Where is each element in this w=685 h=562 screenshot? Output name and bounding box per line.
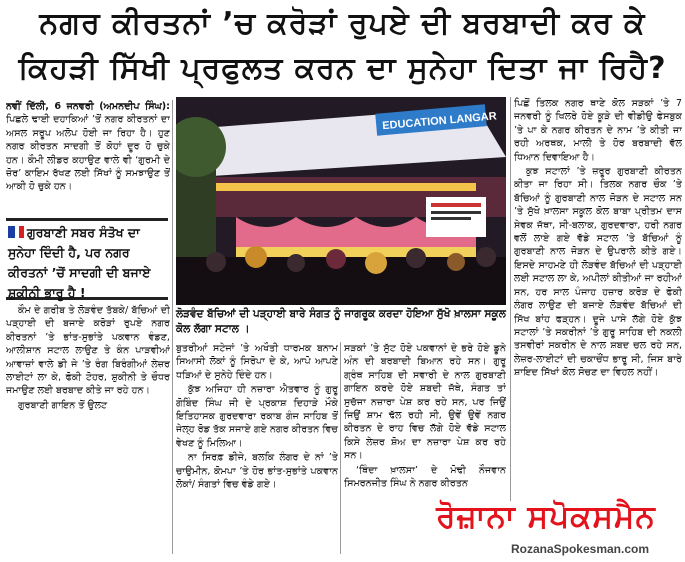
- article-column-1-top: [6, 100, 170, 218]
- newspaper-logo: ਰੋਜ਼ਾਨਾ ਸਪੋਕਸਮੈਨ: [436, 499, 656, 535]
- pull-quote-text: ਗੁਰਬਾਣੀ ਸਬਰ ਸੰਤੋਖ ਦਾ ਸੁਨੇਹਾ ਦਿੰਦੀ ਹੈ, ਪਰ ਨਗਰ ਕੀਰਤਨਾਂ ’ਚੋਂ ਸਾਦਗੀ ਦੀ ਬਜਾਏ ਸ਼ੁਕੀਨੀ ਭਾਰੂ ਹੈ !: [8, 225, 151, 300]
- paragraph: ਬੁਤਰੀਆਂ ਸਟੇਜਾਂ ’ਤੇ ਅਖੌਤੀ ਧਾਰਮਕ ਬਨਾਮ ਸਿਆਸੀ ਲੋਕਾਂ ਨੂੰ ਸਿਰੋਪਾ ਦੇ ਕੇ, ਆਪੋ ਆਪਣੇ ਧੜਿਆਂ ਦੇ ਸੁਨੇਹੇ ਦਿੰਦੇ ਹਨ।: [176, 343, 338, 381]
- article-column-4: [514, 97, 682, 501]
- paragraph: ਕੁਝ ਸਟਾਲਾਂ ’ਤੇ ਜ਼ਰੂਰ ਗੁਰਬਾਣੀ ਕੀਰਤਨ ਕੀਤਾ ਜਾ ਰਿਹਾ ਸੀ। ਤਿਲਕ ਨਗਰ ਚੌਕ ’ਤੇ ਬੱਚਿਆਂ ਨੂੰ ਗੁਰਬਾਣੀ ਨਾਲ ਜੋੜਨ ਦੇ ਸਟਾਲ ਸਨ ’ਤੇ ਸੁੱਖੋ ਖ਼ਾਲਸਾ ਸਕੂਲ ਕੋਲ ਬਾਬਾ ਪ੍ਰੀਤਮ ਦਾਸ ਸੇਵਕ ਜੱਥਾ, ਸੀ-ਬਲਾਕ, ਗੁਰਦਵਾਰਾ, ਹਰੀ ਨਗਰ ਵਲੋਂ ਲਾਏ ਗਏ ਵੱਡੇ ਸਟਾਲ ’ਤੇ ਬੱਚਿਆਂ ਨੂੰ ਗੁਰਬਾਣੀ ਨਾਲ ਜੋੜਨ ਦੇ ਉਪਰਾਲੇ ਕੀਤੇ ਗਏ। ਇਸਦੇ ਸਾਹਮਣੇ ਹੀ ਲੋੜਵੰਦ ਬੱਚਿਆਂ ਦੀ ਪੜ੍ਹਾਈ ਲਈ ਸਟਾਲ ਲਾ ਕੇ, ਅਪੀਲਾਂ ਕੀਤੀਆਂ ਜਾ ਰਹੀਆਂ ਸਨ, ਹਰ ਸਾਲ ਪੰਜਾਹ ਹਜ਼ਾਰ ਕਰੋੜ ਦੇ ਫੋਕੀ ਲੰਗਰ ਲਾਉਣ ਦੀ ਬਜਾਏ ਲੋੜਵੰਦ ਬੱਚਿਆਂ ਦੀ ਸਿੱਖ ਬਾਂਹ ਫੜ੍ਹਨ। ਦੂਜੇ ਪਾਸੇ ਲੱਗੇ ਹੋਏ ਕੁੱਝ ਸਟਾਲਾਂ ’ਤੇ ਸਕਰੀਨਾਂ ’ਤੇ ਗੁਰੂ ਸਾਹਿਬ ਦੀ ਨਕਲੀ ਤਸਵੀਰਾਂ ਸਕਰੀਨ ਦੇ ਨਾਲ ਸ਼ਬਦ ਚਲ ਰਹੇ ਸਨ, ਲੇਜ਼ਰ-ਲਾਈਟਾਂ ਦੀ ਚਕਾਚੌਂਧ ਭਾਰੂ ਸੀ, ਜਿਸ ਬਾਰੇ ਸ਼ਾਇਦ ਸਿੱਖਾਂ ਕੋਲ ਸੋਚਣ ਦਾ ਵਿਹਲ ਨਹੀਂ।: [514, 166, 682, 379]
- quote-marker-icon: [8, 226, 15, 238]
- headline-line-2: ਕਿਹੜੀ ਸਿੱਖੀ ਪ੍ਰਫੁਲਤ ਕਰਨ ਦਾ ਸੁਨੇਹਾ ਦਿਤਾ ਜਾ ਰਿਹੈ?: [18, 51, 667, 86]
- paragraph: ਸੜਕਾਂ ’ਤੇ ਸੁੱਟ ਹੋਏ ਪਕਵਾਨਾਂ ਦੇ ਭਰੇ ਹੋਏ ਡੂਨੇ ਅੰਨ ਦੀ ਬਰਬਾਦੀ ਬਿਆਨ ਰਹੇ ਸਨ। ਗੁਰੂ ਗ੍ਰੰਥ ਸਾਹਿਬ ਦੀ ਸਵਾਰੀ ਦੇ ਨਾਲ ਗੁਰਬਾਣੀ ਗਾਇਨ ਕਰਦੇ ਹੋਏ ਸ਼ਬਦੀ ਜੱਥੇ, ਸੰਗਤ ਤਾਂ ਸੁਚੱਜਾ ਨਜ਼ਾਰਾ ਪੇਸ਼ ਕਰ ਰਹੇ ਸਨ, ਪਰ ਜਿਉਂ ਜਿਉਂ ਸ਼ਾਮ ਢੱਲ ਰਹੀ ਸੀ, ਉਵੇਂ ਉਵੇਂ ਨਗਰ ਕੀਰਤਨ ਦੇ ਰਾਹ ਵਿਚ ਲੱਗੇ ਹੋਏ ਵੱਡੇ ਸਟਾਲ ਕਿਸੇ ਲੇਜ਼ਰ ਸ਼ੋਅ ਦਾ ਨਜ਼ਾਰਾ ਪੇਸ਼ ਕਰ ਰਹੇ ਸਨ।: [344, 343, 506, 462]
- column-divider: [340, 342, 341, 554]
- pull-quote: [6, 218, 168, 300]
- lead-text: ਪਿਛਲੇ ਢਾਈ ਦਹਾਕਿਆਂ ’ਤੋਂ ਨਗਰ ਕੀਰਤਨਾਂ ਦਾ ਅਸਲ ਸਰੂਪ ਅਲੋਪ ਹੋਈ ਜਾ ਰਿਹਾ ਹੈ। ਹੁਣ ਨਗਰ ਕੀਰਤਨ ਸਾਦਗੀ ਤੋਂ ਕੋਹਾਂ ਦੂਰ ਹੋ ਚੁਕੇ ਹਨ। ਕੌਮੀ ਲੀਡਰ ਕਹਾਉਣ ਵਾਲੇ ਵੀ ‘ਗੁਰਮੀ ਦੇ ਜ਼ੋਰ’ ਕਾਇਮ ਰੱਖਣ ਲਈ ਸਿੱਖਾਂ ਨੂੰ ਸਮਝਾਉਣ ਤੋਂ ਆਕੀ ਹੋ ਚੁਕੇ ਹਨ।: [6, 114, 170, 193]
- headline: [0, 0, 685, 96]
- headline-line-1: ਨਗਰ ਕੀਰਤਨਾਂ ’ਚ ਕਰੋੜਾਂ ਰੁਪਏ ਦੀ ਬਰਬਾਦੀ ਕਰ ਕੇ: [39, 6, 646, 41]
- newspaper-url: RozanaSpokesman.com: [510, 542, 650, 556]
- paragraph: ‘ਥਿੰਦਾ ਖ਼ਾਲਸਾ’ ਦੇ ਮੋਢੀ ਨੌਜਵਾਨ ਸਿਮਰਨਜੀਤ ਸਿੰਘ ਨੇ ਨਗਰ ਕੀਰਤਨ: [344, 464, 506, 490]
- stall-photo-illustration: [176, 97, 506, 305]
- article-column-2: [176, 342, 338, 554]
- banner-text: EDUCATION LANGAR: [381, 110, 498, 133]
- column-divider: [172, 100, 173, 554]
- news-photo: [176, 97, 506, 305]
- paragraph: ਕੁੱਝ ਅਜਿਹਾ ਹੀ ਨਜ਼ਾਰਾ ਐਤਵਾਰ ਨੂੰ ਗੁਰੂ ਗੋਬਿੰਦ ਸਿੰਘ ਜੀ ਦੇ ਪ੍ਰਕਾਸ਼ ਦਿਹਾੜੇ ਮੌਕੇ ਇਤਿਹਾਸਕ ਗੁਰਦਵਾਰਾ ਰਕਾਬ ਗੰਜ ਸਾਹਿਬ ਤੋਂ ਜੇਲ੍ਹ ਰੋਡ ਤੱਕ ਸਜਾਏ ਗਏ ਨਗਰ ਕੀਰਤਨ ਵਿਚ ਵੇਖਣ ਨੂੰ ਮਿਲਿਆ।: [176, 384, 338, 449]
- paragraph: ਨਾ ਸਿਰਫ਼ ਡੀਜੇ, ਬਲਕਿ ਲੰਗਰ ਦੇ ਨਾਂ ’ਤੇ ਚਾਉਮੀਨ, ਕੋਮਪਾ ’ਤੇ ਹੋਰ ਭਾਂਤ-ਸੁਭਾਂਤੇ ਪਕਵਾਨ ਲੋਕਾਂ/ ਸੰਗਤਾਂ ਵਿਚ ਵੰਡੇ ਗਏ।: [176, 452, 338, 491]
- paragraph: ਕੌਮ ਦੇ ਗਰੀਬ ਤੇ ਲੋੜਵੰਦ ਤੱਬਕੇ/ ਬੱਚਿਆਂ ਦੀ ਪੜ੍ਹਾਈ ਦੀ ਬਜਾਏ ਕਰੋੜਾਂ ਰੁਪਏ ਨਗਰ ਕੀਰਤਨਾਂ ’ਤੇ ਭਾਂਤ-ਸੁਭਾਂਤੇ ਪਕਵਾਨ ਵੰਡਣ, ਆਲੀਸ਼ਾਨ ਸਟਾਲ ਲਾਉਣ ਤੇ ਕੰਨ ਪਾੜਵੀਆਂ ਆਵਾਜ਼ਾਂ ਵਾਲੇ ਡੀ ਜੇ ’ਤੇ ਰੰਗ ਬਿਰੰਗੀਆਂ ਲੇਜ਼ਰ ਲਾਈਟਾਂ ਲਾ ਕੇ, ਫੋਕੀ ਟੋਹਰ, ਸ਼ੁਕੀਨੀ ਤੇ ਚੌਧਰ ਜਮਾਉਣ ਲਈ ਬਰਬਾਦ ਕੀਤੇ ਜਾ ਰਹੇ ਹਨ।: [6, 305, 170, 397]
- article-column-1-bottom: [6, 304, 170, 554]
- photo-caption: ਲੋੜਵੰਦ ਬੱਚਿਆਂ ਦੀ ਪੜ੍ਹਾਈ ਬਾਰੇ ਸੰਗਤ ਨੂੰ ਜਾਗਰੂਕ ਕਰਦਾ ਹੋਇਆ ਸੁੱਖੋ ਖ਼ਾਲਸਾ ਸਕੂਲ ਕੋਲ ਲੱਗਾ ਸਟਾਲ ।: [176, 308, 506, 335]
- paragraph: ਗੁਰਬਾਣੀ ਗਾਇਨ ਤੋਂ ਉਲਟ: [18, 399, 108, 411]
- quote-marker-accent-icon: [19, 226, 24, 238]
- dateline: ਨਵੀਂ ਦਿੱਲੀ, 6 ਜਨਵਰੀ (ਅਮਨਦੀਪ ਸਿੰਘ):: [6, 101, 170, 112]
- lead-paragraph: [6, 100, 170, 194]
- column-divider: [510, 97, 511, 501]
- paragraph: ਪਿਛੋਂ ਤਿਲਕ ਨਗਰ ਥਾਣੇ ਕੋਲ ਸੜਕਾਂ ’ਤੇ 7 ਜਨਵਰੀ ਨੂੰ ਖਿਲਰੇ ਹੋਏ ਕੂੜੇ ਦੀ ਵੀਡੀਉ ਫੇਸਬੁਕ ’ਤੇ ਪਾ ਕੇ ਨਗਰ ਕੀਰਤਨ ਦੇ ਨਾਮ ’ਤੇ ਕੀਤੀ ਜਾ ਰਹੀ ਅਰਥਕ, ਮਾਲੀ ਤੇ ਹੋਰ ਬਰਬਾਦੀ ਵੱਲ ਧਿਆਨ ਦਿਵਾਇਆ ਹੈ।: [514, 98, 682, 163]
